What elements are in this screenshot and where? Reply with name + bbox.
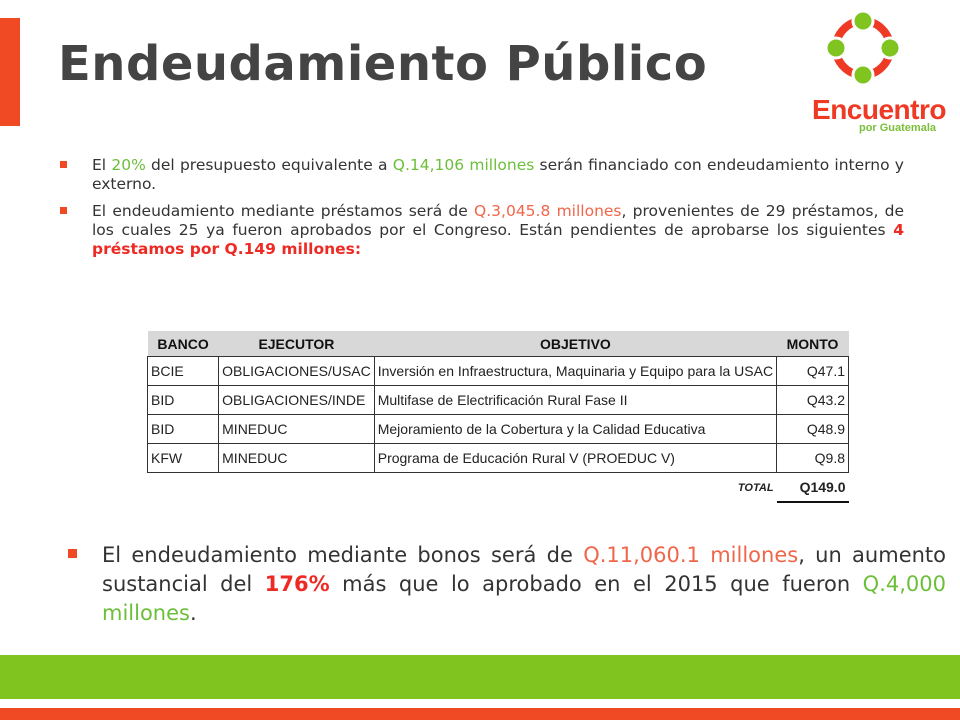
total-value: Q149.0 <box>777 473 849 503</box>
highlight-percent: 176% <box>264 572 330 596</box>
table-row <box>148 444 849 473</box>
table-total-row <box>148 473 849 503</box>
highlight-amount: Q.11,060.1 millones <box>583 543 799 567</box>
cell-objetivo: Inversión en Infraestructura, Maquinaria y Equipo para la USAC <box>374 357 776 386</box>
logo-subtitle: por Guatemala <box>858 122 936 134</box>
bullet-marker <box>60 161 67 168</box>
cell-monto: Q9.8 <box>777 444 849 473</box>
cell-banco: BCIE <box>148 357 219 386</box>
bullet-budget <box>58 156 904 194</box>
cell-banco: BID <box>148 386 219 415</box>
cell-ejecutor: OBLIGACIONES/INDE <box>219 386 375 415</box>
cell-banco: BID <box>148 415 219 444</box>
highlight-amount: Q.14,106 millones <box>392 156 535 174</box>
text: El endeudamiento mediante préstamos será de <box>92 202 475 220</box>
text: serán financiado con endeudamiento interno y externo. <box>92 156 904 193</box>
highlight-amount: Q.4,000 millones <box>102 572 946 625</box>
text: , provenientes de 29 préstamos, de los cuales 25 ya fueron aprobados por el Congreso. Están pendientes de aprobarse los siguientes <box>92 202 904 239</box>
bullet-loans <box>58 202 904 259</box>
highlight-pending-loans: 4 préstamos por Q.149 millones: <box>92 221 904 258</box>
table-row <box>148 357 849 386</box>
highlight-amount: Q.3,045.8 millones <box>474 202 622 220</box>
header-banco: BANCO <box>148 331 219 357</box>
cell-ejecutor: MINEDUC <box>219 415 375 444</box>
table-header-row <box>148 331 849 357</box>
header-ejecutor: EJECUTOR <box>219 331 375 357</box>
text: . <box>189 601 197 625</box>
header-objetivo: OBJETIVO <box>374 331 776 357</box>
logo-name: Encuentro <box>812 94 946 125</box>
encuentro-logo <box>786 10 946 134</box>
bullet-marker <box>60 207 67 214</box>
footer-orange-band <box>0 708 960 720</box>
four-circles-ring-icon <box>808 10 918 92</box>
cell-monto: Q43.2 <box>777 386 849 415</box>
text: El <box>92 156 112 174</box>
highlight-percent: 20% <box>111 156 146 174</box>
left-accent-bar <box>0 18 20 126</box>
text: El endeudamiento mediante bonos será de <box>102 543 584 567</box>
cell-objetivo: Mejoramiento de la Cobertura y la Calidad Educativa <box>374 415 776 444</box>
footer-green-band <box>0 655 960 699</box>
text: del presupuesto equivalente a <box>145 156 393 174</box>
total-label: TOTAL <box>737 481 774 494</box>
cell-banco: KFW <box>148 444 219 473</box>
text: más que lo aprobado en el 2015 que fueron <box>329 572 863 596</box>
bullet-marker <box>68 549 77 558</box>
bullet-list <box>58 156 904 267</box>
cell-ejecutor: MINEDUC <box>219 444 375 473</box>
cell-ejecutor: OBLIGACIONES/USAC <box>219 357 375 386</box>
cell-objetivo: Programa de Educación Rural V (PROEDUC V) <box>374 444 776 473</box>
table-row <box>148 386 849 415</box>
loans-table <box>147 331 849 503</box>
bullet-bonds <box>66 541 946 628</box>
header-monto: MONTO <box>777 331 849 357</box>
cell-monto: Q48.9 <box>777 415 849 444</box>
cell-monto: Q47.1 <box>777 357 849 386</box>
text: , un aumento sustancial del <box>102 543 947 596</box>
slide-title: Endeudamiento Público <box>58 36 708 92</box>
table-row <box>148 415 849 444</box>
cell-objetivo: Multifase de Electrificación Rural Fase II <box>374 386 776 415</box>
